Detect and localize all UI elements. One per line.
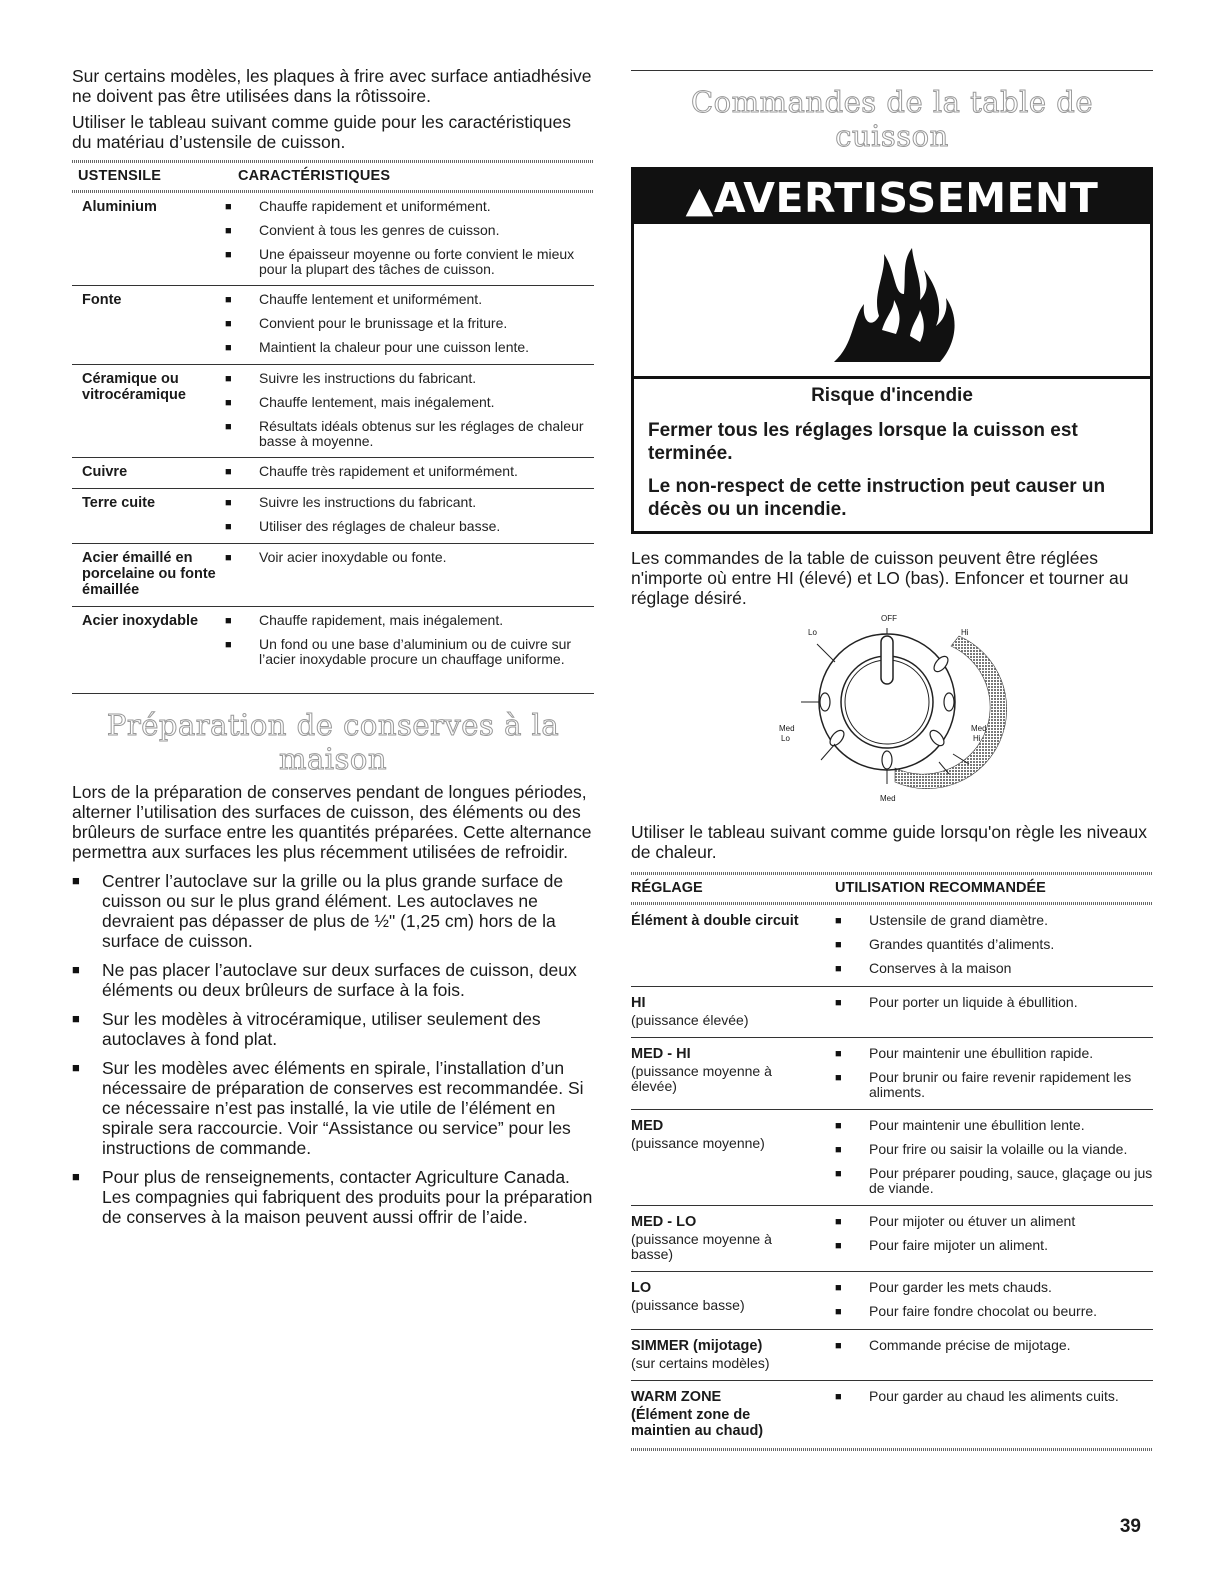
bullet-icon: ■ — [835, 1144, 842, 1156]
bullet-icon: ■ — [835, 1282, 842, 1294]
warning-box — [631, 167, 1153, 534]
bullet-icon: ■ — [835, 1048, 842, 1060]
row-item: Une épaisseur moyenne ou forte convient le mieux pour la plupart des tâches de cuisson. — [259, 246, 575, 277]
list-item — [72, 1167, 594, 1227]
table-row — [631, 1381, 1153, 1448]
bullet-icon: ■ — [225, 639, 232, 651]
bullet-icon: ■ — [835, 1306, 842, 1318]
canning-title: Préparation de conserves à la maison — [106, 708, 560, 776]
intro-paragraph: Sur certains modèles, les plaques à frire avec surface antiadhésive ne doivent pas être utilisées dans la rôtissoire. — [72, 66, 592, 106]
row-sub: (puissance moyenne à basse) — [631, 1231, 772, 1262]
label-med: Med — [880, 794, 896, 803]
row-item: Pour brunir ou faire revenir rapidement les aliments. — [869, 1069, 1132, 1100]
table-header — [72, 163, 594, 190]
label-lo: Lo — [808, 628, 817, 637]
warning-body — [634, 379, 1150, 531]
knob-pointer — [881, 636, 893, 684]
header-utilisation: UTILISATION RECOMMANDÉE — [835, 880, 1046, 896]
row-name: Élément à double circuit — [631, 913, 799, 929]
row-name: Cuivre — [82, 464, 128, 480]
left-column — [72, 66, 594, 1227]
row-item: Grandes quantités d’aliments. — [869, 936, 1055, 952]
header-ustensile: USTENSILE — [78, 168, 162, 184]
row-item: Pour maintenir une ébullition rapide. — [869, 1045, 1094, 1061]
row-name: Céramique ou vitrocéramique — [82, 371, 186, 403]
table-row — [631, 1330, 1153, 1381]
row-name: Fonte — [82, 292, 122, 308]
canning-intro: Lors de la préparation de conserves pendant de longues périodes, alterner l’utilisation des surfaces de cuisson, des éléments ou des brûleurs de surface entre les quantités préparées. Cette alternance permettra aux surfaces les plus récemment utilisées de refroidir. — [72, 782, 592, 862]
row-name: HI — [631, 995, 646, 1011]
bullet-icon: ■ — [835, 963, 842, 975]
row-item: Convient pour le brunissage et la friture. — [259, 315, 508, 331]
label-off: OFF — [881, 614, 897, 623]
row-name: Acier inoxydable — [82, 613, 199, 629]
row-item: Convient à tous les genres de cuisson. — [259, 222, 500, 238]
warning-header — [634, 170, 1150, 224]
bullet-icon: ■ — [225, 342, 232, 354]
row-item: Utiliser des réglages de chaleur basse. — [259, 518, 501, 534]
bullet-icon: ■ — [225, 373, 232, 385]
bullet-icon: ■ — [225, 466, 232, 478]
row-item: Pour faire fondre chocolat ou beurre. — [869, 1303, 1098, 1319]
row-item: Pour porter un liquide à ébullition. — [869, 994, 1078, 1010]
bullet-icon: ■ — [72, 1011, 80, 1026]
row-sub: (Élément zone de maintien au chaud) — [631, 1407, 764, 1439]
list-item — [72, 1058, 594, 1158]
table-row — [631, 905, 1153, 987]
table-row — [631, 1110, 1153, 1206]
bullet-icon: ■ — [72, 1169, 80, 1184]
row-sub: (sur certains modèles) — [631, 1355, 770, 1371]
list-item — [72, 1009, 594, 1049]
row-name: WARM ZONE — [631, 1389, 722, 1405]
bullet-icon: ■ — [835, 1340, 842, 1352]
table-header — [631, 875, 1153, 902]
table-row — [72, 193, 594, 286]
row-item: Pour mijoter ou étuver un aliment — [869, 1213, 1076, 1229]
row-item: Suivre les instructions du fabricant. — [259, 494, 477, 510]
settings-table — [631, 872, 1153, 1451]
row-item: Chauffe très rapidement et uniformément. — [259, 463, 518, 479]
row-sub: (puissance basse) — [631, 1297, 745, 1313]
bullet-icon: ■ — [835, 1391, 842, 1403]
list-item-text: Pour plus de renseignements, contacter Agriculture Canada. Les compagnies qui fabriquent des produits pour la préparation de conserves à la maison peuvent aussi offrir de l’aide. — [102, 1167, 593, 1227]
table-row — [631, 987, 1153, 1038]
row-item: Maintient la chaleur pour une cuisson lente. — [259, 339, 530, 355]
bullet-icon: ■ — [835, 1168, 842, 1180]
table-row — [631, 1272, 1153, 1330]
row-sub: (puissance moyenne) — [631, 1135, 765, 1151]
bullet-icon: ■ — [835, 915, 842, 927]
row-name: Acier émaillé en porcelaine ou fonte émaillée — [82, 550, 216, 598]
table-body — [72, 193, 594, 675]
bullet-icon: ■ — [225, 318, 232, 330]
bullet-icon: ■ — [225, 225, 232, 237]
bullet-icon: ■ — [225, 521, 232, 533]
list-item — [72, 960, 594, 1000]
bullet-icon: ■ — [225, 552, 232, 564]
table-bottom-rule — [631, 1448, 1153, 1451]
row-item: Pour préparer pouding, sauce, glaçage ou jus de viande. — [869, 1165, 1153, 1196]
bullet-icon: ■ — [225, 497, 232, 509]
row-item: Résultats idéals obtenus sur les réglages de chaleur basse à moyenne. — [259, 418, 584, 449]
header-caracteristiques: CARACTÉRISTIQUES — [238, 168, 391, 184]
table-row — [631, 1038, 1153, 1110]
row-item: Ustensile de grand diamètre. — [869, 912, 1048, 928]
row-item: Chauffe rapidement et uniformément. — [259, 198, 491, 214]
warning-line-1: Fermer tous les réglages lorsque la cuisson est terminée. — [648, 420, 1078, 464]
table-row — [72, 489, 594, 544]
bullet-icon: ■ — [225, 294, 232, 306]
warning-header-text: AVERTISSEMENT — [713, 174, 1099, 222]
list-item-text: Sur les modèles à vitrocéramique, utiliser seulement des autoclaves à fond plat. — [102, 1009, 541, 1049]
table-row — [72, 458, 594, 489]
list-item-text: Centrer l’autoclave sur la grille ou la plus grande surface de cuisson ou sur le plus grand élément. Les autoclaves ne devraient pas dépasser de plus de ½" (1,25 cm) hors de la surface de cuisson. — [102, 871, 564, 951]
fire-icon — [824, 234, 964, 366]
row-name: SIMMER (mijotage) — [631, 1338, 763, 1354]
row-item: Commande précise de mijotage. — [869, 1337, 1071, 1353]
row-item: Pour faire mijoter un aliment. — [869, 1237, 1048, 1253]
bullet-icon: ■ — [225, 615, 232, 627]
guide-paragraph: Utiliser le tableau suivant comme guide pour les caractéristiques du matériau d’ustensile de cuisson. — [72, 112, 571, 152]
table-row — [631, 1206, 1153, 1272]
label-med-lo-1: Med — [779, 724, 795, 733]
bullet-icon: ■ — [835, 1120, 842, 1132]
list-item — [72, 871, 594, 951]
bullet-icon: ■ — [225, 249, 232, 261]
row-name: MED - LO — [631, 1214, 697, 1230]
label-med-hi-2: Hi — [973, 734, 981, 743]
row-item: Chauffe lentement et uniformément. — [259, 291, 483, 307]
section-rule — [631, 70, 1153, 71]
bullet-icon: ■ — [225, 201, 232, 213]
label-med-lo-2: Lo — [781, 734, 790, 743]
canning-list — [72, 871, 594, 1227]
warning-risk: Risque d'incendie — [811, 385, 973, 406]
header-reglage: RÉGLAGE — [631, 880, 703, 896]
row-item: Pour garder les mets chauds. — [869, 1279, 1052, 1295]
bullet-icon: ■ — [72, 962, 80, 977]
controls-title: Commandes de la table de cuisson — [690, 85, 1094, 153]
table-row — [72, 365, 594, 458]
bullet-icon: ■ — [835, 1216, 842, 1228]
bullet-icon: ■ — [835, 939, 842, 951]
warning-triangle-icon: ▲ — [685, 180, 714, 221]
row-name: MED — [631, 1118, 664, 1134]
row-item: Chauffe lentement, mais inégalement. — [259, 394, 495, 410]
row-item: Pour frire ou saisir la volaille ou la viande. — [869, 1141, 1128, 1157]
row-item: Chauffe rapidement, mais inégalement. — [259, 612, 504, 628]
bullet-icon: ■ — [225, 421, 232, 433]
bullet-icon: ■ — [72, 873, 80, 888]
knob-diagram — [631, 614, 1153, 814]
settings-intro: Utiliser le tableau suivant comme guide lorsqu'on règle les niveaux de chaleur. — [631, 822, 1147, 862]
row-item: Pour maintenir une ébullition lente. — [869, 1117, 1085, 1133]
bullet-icon: ■ — [835, 1072, 842, 1084]
row-name: MED - HI — [631, 1046, 691, 1062]
row-item: Un fond ou une base d’aluminium ou de cuivre sur l’acier inoxydable procure un chauffage uniforme. — [259, 636, 572, 667]
section-rule — [72, 693, 594, 694]
controls-intro: Les commandes de la table de cuisson peuvent être réglées n'importe où entre HI (élevé) et LO (bas). Enfoncer et tourner au réglage désiré. — [631, 548, 1129, 608]
bullet-icon: ■ — [835, 997, 842, 1009]
table-row — [72, 544, 594, 607]
cookware-table — [72, 160, 594, 675]
row-item: Suivre les instructions du fabricant. — [259, 370, 477, 386]
list-item-text: Sur les modèles avec éléments en spirale, l’installation d’un nécessaire de préparation de conserves est recommandée. Si ce nécessaire n’est pas installé, la vie utile de l’élément en spirale sera raccourcie. Voir “Assistance ou service” pour les instructions de commande. — [102, 1058, 584, 1158]
row-item: Voir acier inoxydable ou fonte. — [259, 549, 447, 565]
row-item: Conserves à la maison — [869, 960, 1012, 976]
knob-illustration — [631, 614, 1153, 814]
row-name: Aluminium — [82, 199, 157, 215]
label-hi: Hi — [961, 628, 969, 637]
row-sub: (puissance moyenne à élevée) — [631, 1063, 772, 1094]
bullet-icon: ■ — [225, 397, 232, 409]
table-row — [72, 607, 594, 675]
label-med-hi-1: Med — [971, 724, 987, 733]
fire-pictogram — [634, 224, 1150, 379]
page-number: 39 — [1119, 1516, 1141, 1537]
bullet-icon: ■ — [72, 1060, 80, 1075]
bullet-icon: ■ — [835, 1240, 842, 1252]
row-name: LO — [631, 1280, 652, 1296]
row-item: Pour garder au chaud les aliments cuits. — [869, 1388, 1119, 1404]
row-sub: (puissance élevée) — [631, 1012, 749, 1028]
right-column — [631, 66, 1153, 1451]
list-item-text: Ne pas placer l’autoclave sur deux surfaces de cuisson, deux éléments ou deux brûleurs de surface à la fois. — [102, 960, 577, 1000]
table-row — [72, 286, 594, 365]
row-name: Terre cuite — [82, 495, 156, 511]
warning-line-2: Le non-respect de cette instruction peut causer un décès ou un incendie. — [648, 476, 1106, 520]
